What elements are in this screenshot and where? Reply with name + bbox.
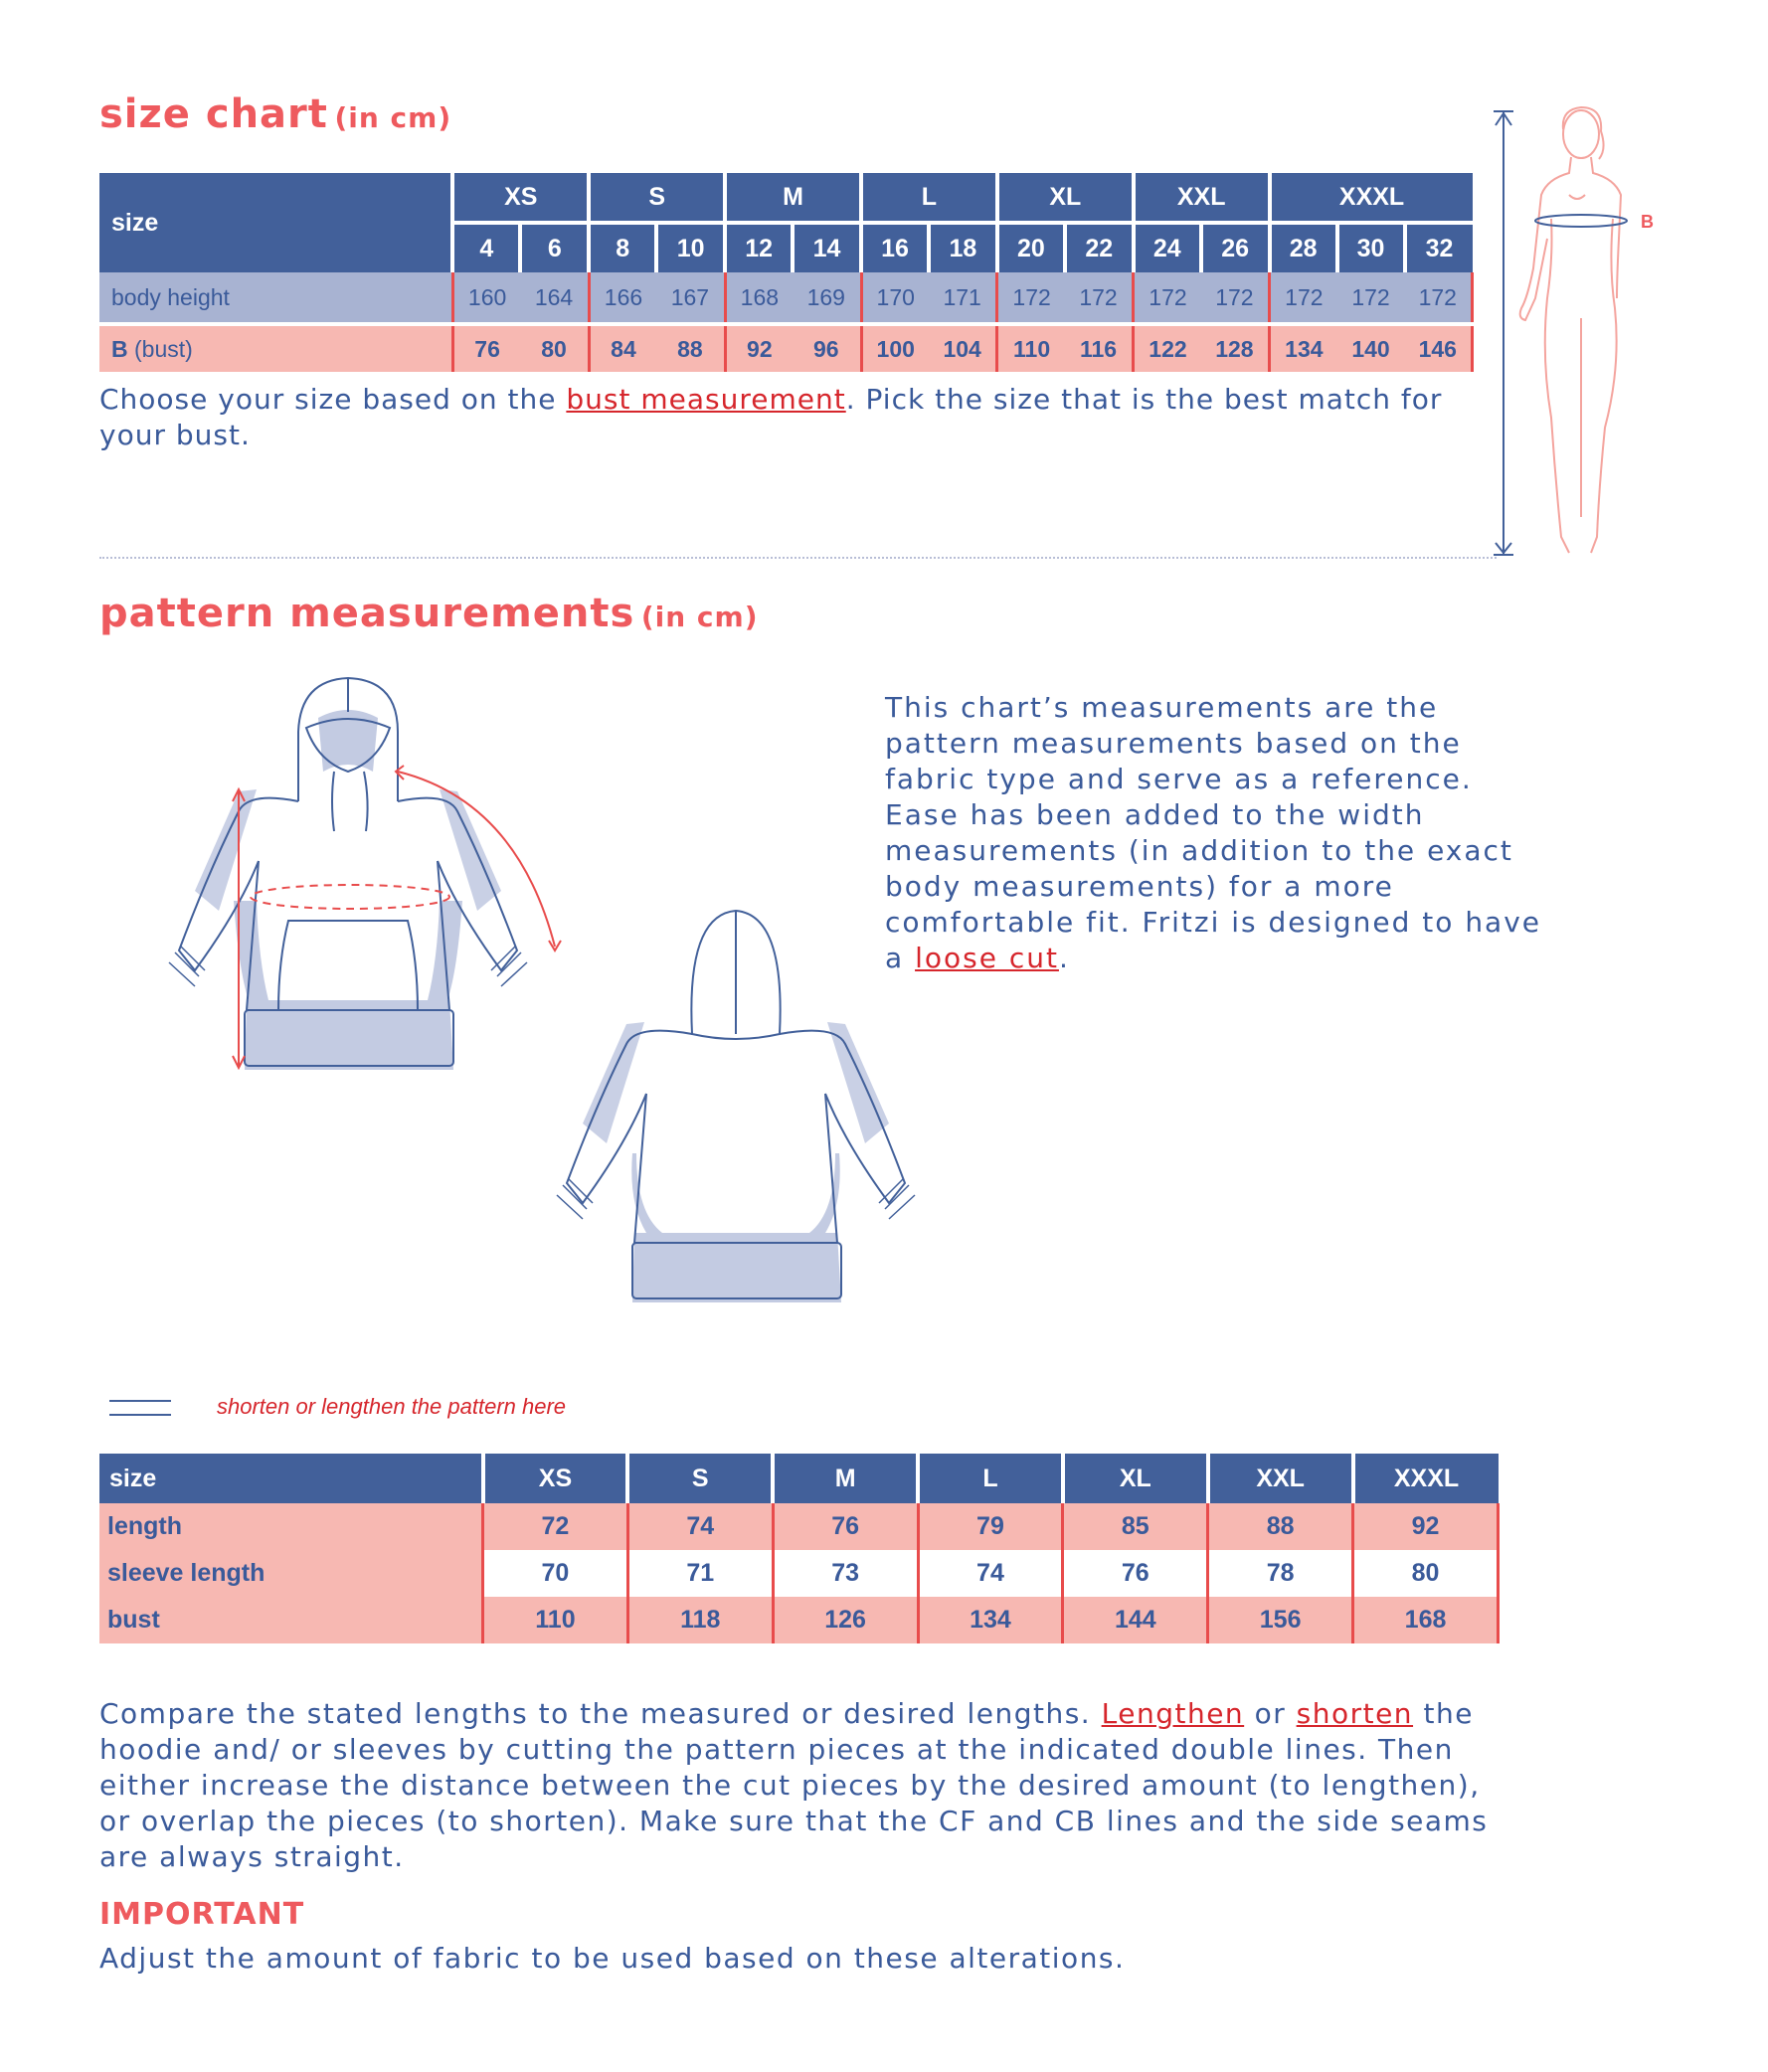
table-cell: 92 — [1353, 1503, 1499, 1550]
instructions-text-2: the hoodie and/ or sleeves by cutting the pattern pieces at the indicated double lines. Then either increase the distance between the cut pieces by the desired amount (to lengthen), or overlap the pieces (to shorten). Make sure that the CF and CB lines and the side seams are always straight. — [99, 1697, 1489, 1873]
size-num: 14 — [793, 223, 861, 272]
table-cell: 79 — [918, 1503, 1063, 1550]
size-group-l: L — [861, 173, 997, 223]
bust-value: 84 — [589, 324, 656, 372]
table-cell: 168 — [1353, 1597, 1499, 1643]
table-cell: 74 — [627, 1503, 773, 1550]
size-group-s: S — [589, 173, 725, 223]
size-num: 4 — [452, 223, 520, 272]
table-cell: 134 — [918, 1597, 1063, 1643]
table-cell: 85 — [1063, 1503, 1208, 1550]
size-num: 30 — [1337, 223, 1405, 272]
table-cell: 80 — [1353, 1550, 1499, 1597]
bust-marker-label: B — [1641, 212, 1654, 232]
bust-label-b: B — [111, 335, 128, 362]
pattern-header-cell: S — [627, 1454, 773, 1503]
size-chart-title-text: size chart — [99, 91, 328, 137]
size-num: 32 — [1405, 223, 1473, 272]
important-text: Adjust the amount of fabric to be used based on these alterations. — [99, 1942, 1126, 1975]
bust-measurement-link[interactable]: bust measurement — [566, 383, 846, 416]
pattern-description-end: . — [1058, 942, 1070, 974]
size-num: 24 — [1134, 223, 1201, 272]
bust-value: 100 — [861, 324, 929, 372]
instructions-text-1: Compare the stated lengths to the measured or desired lengths. — [99, 1697, 1102, 1730]
size-chart-table — [99, 173, 1474, 372]
row-label-sleeve-length: sleeve length — [99, 1550, 483, 1597]
bust-value: 146 — [1405, 324, 1473, 372]
pattern-title-text: pattern measurements — [99, 591, 635, 636]
bust-value: 96 — [793, 324, 861, 372]
bust-value: 104 — [929, 324, 997, 372]
table-cell: 118 — [627, 1597, 773, 1643]
row-label-length: length — [99, 1503, 483, 1550]
size-group-xs: XS — [452, 173, 589, 223]
bust-value: 80 — [520, 324, 589, 372]
body-height-value: 166 — [589, 272, 656, 324]
size-note-before: Choose your size based on the — [99, 383, 567, 416]
instructions-mid: or — [1244, 1697, 1297, 1730]
table-cell: 88 — [1208, 1503, 1353, 1550]
body-height-value: 160 — [452, 272, 520, 324]
pattern-header-cell: XXL — [1208, 1454, 1353, 1503]
shorten-link[interactable]: shorten — [1296, 1697, 1414, 1730]
body-height-value: 168 — [725, 272, 793, 324]
size-note-after: . Pick the size that is the best match for your bust. — [99, 383, 1443, 451]
table-cell: 70 — [483, 1550, 628, 1597]
table-cell: 110 — [483, 1597, 628, 1643]
body-height-value: 172 — [1134, 272, 1201, 324]
bust-value: 122 — [1134, 324, 1201, 372]
table-cell: 156 — [1208, 1597, 1353, 1643]
body-height-label: body height — [99, 272, 452, 324]
body-figure — [1482, 99, 1661, 567]
size-chart-title — [99, 91, 451, 137]
size-num: 12 — [725, 223, 793, 272]
size-group-m: M — [725, 173, 861, 223]
size-header-label: size — [99, 173, 452, 272]
body-height-value: 172 — [997, 272, 1065, 324]
size-group-xxl: XXL — [1134, 173, 1270, 223]
pattern-header-cell: L — [918, 1454, 1063, 1503]
body-height-value: 172 — [1065, 272, 1134, 324]
lengthen-link[interactable]: Lengthen — [1101, 1697, 1245, 1730]
size-group-xl: XL — [997, 173, 1134, 223]
size-num: 18 — [929, 223, 997, 272]
section-divider — [99, 557, 1497, 559]
pattern-description — [885, 690, 1541, 976]
pattern-header-cell: M — [773, 1454, 918, 1503]
bust-value: 110 — [997, 324, 1065, 372]
body-height-value: 172 — [1337, 272, 1405, 324]
body-height-value: 172 — [1270, 272, 1337, 324]
table-cell: 78 — [1208, 1550, 1353, 1597]
bust-value: 88 — [656, 324, 725, 372]
pattern-header-cell: size — [99, 1454, 483, 1503]
table-cell: 73 — [773, 1550, 918, 1597]
bust-value: 92 — [725, 324, 793, 372]
pattern-title — [99, 591, 759, 636]
body-height-value: 172 — [1201, 272, 1270, 324]
size-note — [99, 382, 1511, 453]
table-cell: 126 — [773, 1597, 918, 1643]
important-title: IMPORTANT — [99, 1897, 305, 1932]
bust-value: 76 — [452, 324, 520, 372]
legend-text: shorten or lengthen the pattern here — [217, 1394, 567, 1419]
body-height-value: 171 — [929, 272, 997, 324]
table-cell: 144 — [1063, 1597, 1208, 1643]
body-height-value: 169 — [793, 272, 861, 324]
size-num: 28 — [1270, 223, 1337, 272]
size-chart-unit: (in cm) — [334, 101, 452, 134]
size-num: 6 — [520, 223, 589, 272]
row-label-bust: bust — [99, 1597, 483, 1643]
size-group-xxxl: XXXL — [1270, 173, 1473, 223]
size-num: 16 — [861, 223, 929, 272]
pattern-description-text: This chart’s measurements are the pattern measurements based on the fabric type and serve as a reference. Ease has been added to the width measurements (in addition to the exact body measurements) for a more comfortable fit. Fritzi is designed to have a — [885, 691, 1542, 974]
bust-value: 116 — [1065, 324, 1134, 372]
table-cell: 72 — [483, 1503, 628, 1550]
pattern-header-cell: XXXL — [1353, 1454, 1499, 1503]
bust-label — [99, 324, 452, 372]
body-height-value: 172 — [1405, 272, 1473, 324]
table-cell: 76 — [773, 1503, 918, 1550]
instructions-paragraph — [99, 1696, 1521, 1875]
size-num: 8 — [589, 223, 656, 272]
table-cell: 74 — [918, 1550, 1063, 1597]
body-height-value: 167 — [656, 272, 725, 324]
size-num: 26 — [1201, 223, 1270, 272]
bust-label-text: (bust) — [134, 335, 193, 362]
pattern-unit: (in cm) — [640, 601, 759, 633]
loose-cut-link[interactable]: loose cut — [915, 942, 1059, 974]
pattern-header-cell: XS — [483, 1454, 628, 1503]
pattern-header-cell: XL — [1063, 1454, 1208, 1503]
size-num: 20 — [997, 223, 1065, 272]
pattern-table — [99, 1454, 1500, 1643]
size-num: 22 — [1065, 223, 1134, 272]
bust-value: 140 — [1337, 324, 1405, 372]
table-cell: 76 — [1063, 1550, 1208, 1597]
table-cell: 71 — [627, 1550, 773, 1597]
bust-value: 128 — [1201, 324, 1270, 372]
size-num: 10 — [656, 223, 725, 272]
body-height-value: 164 — [520, 272, 589, 324]
double-line-icon — [109, 1400, 171, 1416]
bust-value: 134 — [1270, 324, 1337, 372]
body-height-value: 170 — [861, 272, 929, 324]
